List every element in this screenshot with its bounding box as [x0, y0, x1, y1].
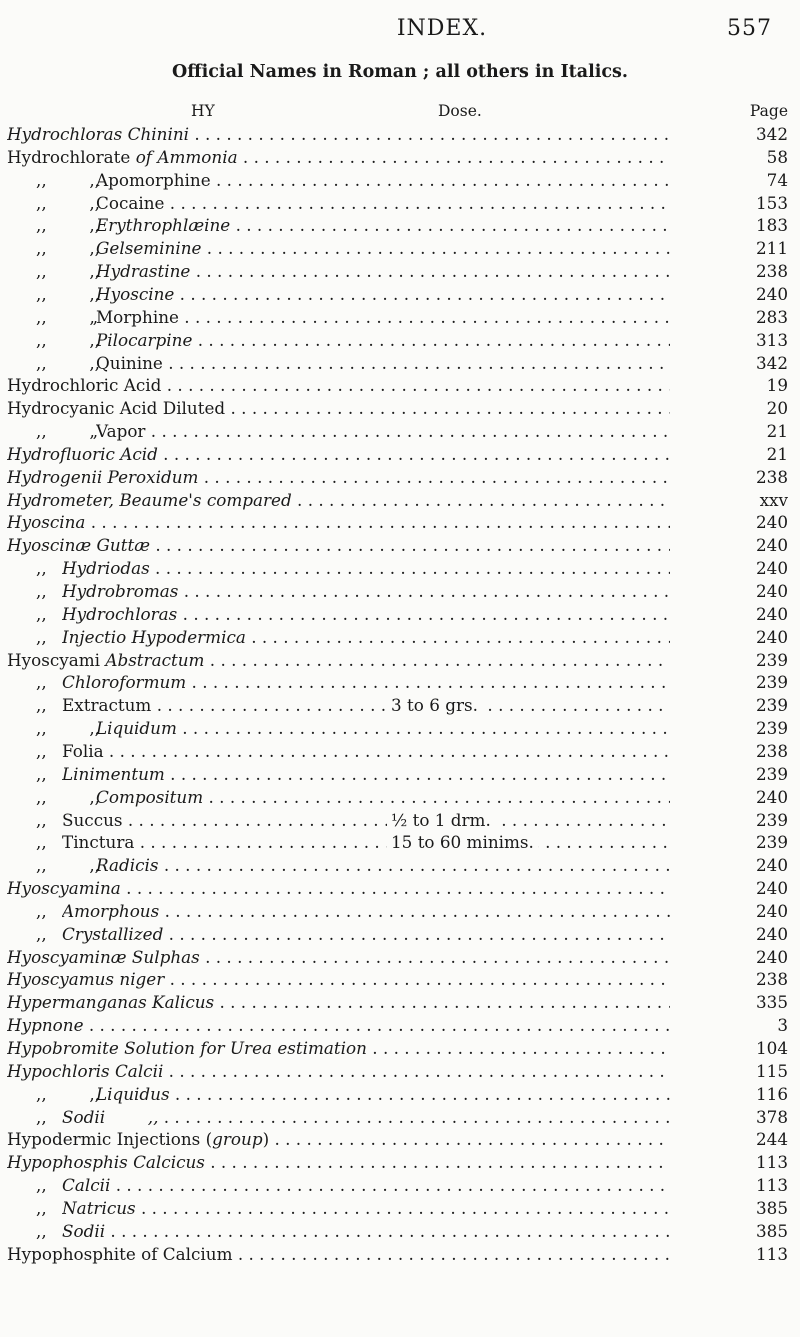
- running-head: [112, 16, 772, 46]
- ditto-marks: ,, ,,: [36, 329, 101, 350]
- ditto-marks: ,, „: [36, 306, 99, 327]
- index-entry: [0, 991, 800, 1013]
- entry-page-number: 240: [755, 283, 788, 304]
- entry-name-part: Extractum: [62, 695, 152, 716]
- index-entry: [0, 329, 800, 351]
- ditto-marks: ,,: [36, 672, 47, 693]
- entry-page-number: 153: [755, 192, 788, 213]
- entry-name-part: Hydrastine: [96, 261, 191, 282]
- entry-page-number: 385: [755, 1220, 788, 1241]
- entry-name: [7, 1151, 670, 1173]
- index-entry: [0, 466, 800, 488]
- index-entry: [0, 877, 800, 899]
- entry-name-part: Cocaine: [96, 192, 165, 213]
- entry-name: [7, 146, 670, 168]
- entry-name-part: Hydrometer, Beaume's compared: [7, 489, 292, 510]
- entry-name: [96, 214, 670, 236]
- index-subtitle: Official Names in Roman ; all others in Italics.: [172, 62, 628, 82]
- entry-name-part: Calcii: [62, 1175, 111, 1196]
- index-entry: [0, 1243, 800, 1265]
- entry-page-number: 58: [766, 146, 788, 167]
- entry-name: [7, 374, 670, 396]
- entry-page-number: 116: [755, 1083, 788, 1104]
- ditto-marks: ,,: [36, 1220, 47, 1241]
- index-entry: [0, 283, 800, 305]
- index-entry: [0, 306, 800, 328]
- entry-name: [62, 831, 670, 853]
- index-entry: [0, 1128, 800, 1150]
- index-entry: [0, 1037, 800, 1059]
- entry-page-number: 239: [755, 832, 788, 853]
- index-entry: [0, 740, 800, 762]
- entry-page-number: 239: [755, 763, 788, 784]
- entry-name-part: Hydriodas: [62, 558, 150, 579]
- entry-name-part: Natricus: [62, 1197, 136, 1218]
- index-entry: [0, 123, 800, 145]
- entry-name: [96, 717, 670, 739]
- entry-name: [62, 626, 670, 648]
- index-entry: [0, 1106, 800, 1128]
- entry-page-number: 113: [755, 1175, 788, 1196]
- entry-name-part: Tinctura: [62, 832, 135, 853]
- entry-page-number: 240: [755, 512, 788, 533]
- ditto-marks: ,,: [36, 603, 47, 624]
- entry-name: [7, 511, 670, 533]
- entry-name-part: Gelseminine: [96, 238, 202, 259]
- entry-name-part: group: [212, 1129, 263, 1150]
- entry-name-part: Radicis: [96, 855, 159, 876]
- ditto-marks: ,,: [36, 558, 47, 579]
- entry-page-number: 240: [755, 923, 788, 944]
- index-entry: [0, 169, 800, 191]
- entry-name-part: Liquidus: [96, 1083, 170, 1104]
- entry-name-part: Amorphous: [62, 900, 160, 921]
- entry-name: [96, 192, 670, 214]
- entry-page-number: 113: [755, 1243, 788, 1264]
- entry-name-part: of Ammonia: [135, 146, 238, 167]
- ditto-marks: ,, ,,: [36, 169, 101, 190]
- ditto-marks: ,,: [36, 1197, 47, 1218]
- entry-name-part: Linimentum: [62, 763, 165, 784]
- entry-page-number: 21: [766, 421, 788, 442]
- ditto-marks: ,, ,,: [36, 283, 101, 304]
- index-entry: [0, 214, 800, 236]
- entry-page-number: 238: [755, 261, 788, 282]
- entry-page-number: 240: [755, 878, 788, 899]
- entry-name: [7, 123, 670, 145]
- entry-name: [96, 420, 670, 442]
- index-entry: [0, 443, 800, 465]
- entry-name-part: Hyoscyami: [7, 649, 106, 670]
- entry-name: [96, 260, 670, 282]
- entry-name-part: Erythrophlæine: [96, 215, 231, 236]
- index-entry: [0, 854, 800, 876]
- entry-name-part: Hydrogenii Peroxidum: [7, 466, 199, 487]
- entry-page-number: 238: [755, 740, 788, 761]
- entry-name: [62, 1220, 670, 1242]
- entry-name-part: Folia: [62, 740, 104, 761]
- entry-name-part: Vapor: [96, 421, 146, 442]
- entry-page-number: 21: [766, 443, 788, 464]
- index-entry: [0, 603, 800, 625]
- index-entry: [0, 763, 800, 785]
- ditto-marks: ,,: [36, 1175, 47, 1196]
- index-entry: [0, 557, 800, 579]
- entry-name: [7, 1014, 670, 1036]
- ditto-marks: ,,: [36, 763, 47, 784]
- entry-page-number: 240: [755, 946, 788, 967]
- entry-page-number: 20: [766, 398, 788, 419]
- index-entry: [0, 1220, 800, 1242]
- index-entry: [0, 489, 800, 511]
- entry-name-part: Morphine: [96, 306, 179, 327]
- ditto-marks: ,,: [36, 809, 47, 830]
- entry-dose: 15 to 60 minims.: [387, 831, 538, 853]
- ditto-marks: ,,: [36, 695, 47, 716]
- entry-page-number: 313: [755, 329, 788, 350]
- entry-name: [62, 1174, 670, 1196]
- ditto-marks: ,, ,,: [36, 352, 101, 373]
- entry-name: [62, 694, 670, 716]
- entry-name: [7, 489, 670, 511]
- entry-page-number: 240: [755, 786, 788, 807]
- entry-name: [7, 649, 670, 671]
- entry-page-number: 342: [755, 352, 788, 373]
- entry-page-number: 240: [755, 581, 788, 601]
- ditto-marks: ,,: [36, 900, 47, 921]
- entry-page-number: 240: [755, 535, 788, 556]
- entry-name-part: Hypobromite Solution for Urea estimation: [7, 1038, 367, 1058]
- entry-page-number: 211: [755, 238, 788, 259]
- entry-page-number: 3: [777, 1015, 788, 1036]
- entry-name: [96, 237, 670, 259]
- entry-name-part: Hypophosphite of Calcium: [7, 1243, 233, 1264]
- entry-page-number: 19: [766, 375, 788, 396]
- index-entry: [0, 146, 800, 168]
- entry-page-number: 74: [766, 169, 788, 190]
- ditto-marks: ,,: [36, 581, 47, 601]
- entry-name-part: Abstractum: [105, 649, 205, 670]
- entry-page-number: 335: [755, 992, 788, 1013]
- section-letters: HY: [191, 102, 215, 120]
- entry-name: [7, 1037, 670, 1059]
- entry-name: [7, 946, 670, 968]
- ditto-marks: ,,: [36, 626, 47, 647]
- entry-dose: ½ to 1 drm.: [387, 809, 495, 831]
- entry-name: [7, 968, 670, 990]
- entry-name-part: Hyoscina: [7, 512, 86, 533]
- entry-name-part: Sodii: [62, 1220, 106, 1241]
- entry-page-number: 240: [755, 603, 788, 624]
- index-entry: [0, 831, 800, 853]
- entry-name: [62, 580, 670, 602]
- entry-name: [62, 923, 670, 945]
- ditto-marks: ,,: [36, 740, 47, 761]
- index-entry: [0, 946, 800, 968]
- entry-page-number: 238: [755, 466, 788, 487]
- entry-page-number: 239: [755, 718, 788, 739]
- index-entry: [0, 397, 800, 419]
- ditto-marks: ,, ,,: [36, 238, 101, 259]
- entry-name: [62, 809, 670, 831]
- index-entry: [0, 717, 800, 739]
- entry-name-part: Chloroformum: [62, 672, 187, 693]
- entry-name-part: Hypochloris Calcii: [7, 1060, 164, 1081]
- index-entry: [0, 374, 800, 396]
- entry-name-part: Hydrochloras: [62, 603, 178, 624]
- index-entry: [0, 968, 800, 990]
- index-entry: [0, 192, 800, 214]
- entry-page-number: 113: [755, 1152, 788, 1173]
- ditto-marks: ,,: [36, 1106, 47, 1127]
- entry-name-part: Hydrochloric Acid: [7, 375, 162, 396]
- index-entry: [0, 671, 800, 693]
- entry-name-part: Quinine: [96, 352, 163, 373]
- index-entry: [0, 626, 800, 648]
- entry-name: [7, 1243, 670, 1265]
- page-title: INDEX.: [396, 16, 488, 41]
- ditto-marks: ,,: [36, 923, 47, 944]
- entry-name-part: ): [262, 1129, 270, 1150]
- entry-page-number: 104: [755, 1038, 788, 1058]
- entry-name-part: Hypnone: [7, 1015, 84, 1036]
- entry-page-number: 183: [755, 215, 788, 236]
- index-entry: [0, 260, 800, 282]
- index-entry: [0, 352, 800, 374]
- index-entry: [0, 1151, 800, 1173]
- entry-name-part: Hyoscyamus niger: [7, 969, 165, 990]
- entry-page-number: 378: [755, 1106, 788, 1127]
- entry-name: [62, 557, 670, 579]
- entry-name-part: Apomorphine: [96, 169, 211, 190]
- entry-name-part: Hypophosphis Calcicus: [7, 1152, 205, 1173]
- entry-name-part: Succus: [62, 809, 123, 830]
- entry-name-part: Injectio Hypodermica: [62, 626, 246, 647]
- entry-name-part: Hypodermic Injections (: [7, 1129, 213, 1150]
- entry-name-part: Sodii ,,: [62, 1106, 159, 1127]
- ditto-marks: ,, ,,: [36, 786, 101, 807]
- entry-name: [62, 1106, 670, 1128]
- index-entry: [0, 1174, 800, 1196]
- page-column-header: Page: [749, 102, 788, 120]
- entry-name-part: Hydrocyanic Acid Diluted: [7, 398, 226, 419]
- entry-page-number: xxv: [759, 489, 788, 510]
- ditto-marks: ,, ,,: [36, 215, 101, 236]
- entry-page-number: 238: [755, 969, 788, 990]
- index-entry: [0, 1197, 800, 1219]
- ditto-marks: ,, ,,: [36, 855, 101, 876]
- entry-name: [96, 786, 670, 808]
- ditto-marks: ,, „: [36, 421, 99, 442]
- ditto-marks: ,, ,,: [36, 1083, 101, 1104]
- entry-name-part: Liquidum: [96, 718, 177, 739]
- index-entry: [0, 1014, 800, 1036]
- index-entry: [0, 809, 800, 831]
- entry-name: [62, 1197, 670, 1219]
- entry-name: [62, 671, 670, 693]
- ditto-marks: ,, ,,: [36, 192, 101, 213]
- entry-page-number: 239: [755, 695, 788, 716]
- entry-name: [7, 534, 670, 556]
- entry-name: [7, 466, 670, 488]
- entry-name-part: Crystallized: [62, 923, 164, 944]
- entry-name-part: Compositum: [96, 786, 204, 807]
- index-entry: [0, 923, 800, 945]
- entry-name: [62, 763, 670, 785]
- entry-name: [7, 877, 670, 899]
- entry-name: [96, 1083, 670, 1105]
- entry-name: [96, 306, 670, 328]
- entry-name: [7, 1128, 670, 1150]
- entry-name: [7, 1060, 670, 1082]
- index-entry: [0, 1060, 800, 1082]
- entry-name: [7, 443, 670, 465]
- index-entry: [0, 694, 800, 716]
- entry-name-part: Hyoscine: [96, 283, 175, 304]
- entry-name: [62, 740, 670, 762]
- index-entry: [0, 511, 800, 533]
- index-entry: [0, 534, 800, 556]
- entry-page-number: 342: [755, 124, 788, 144]
- entry-name: [96, 169, 670, 191]
- entry-page-number: 240: [755, 855, 788, 876]
- entry-name: [62, 900, 670, 922]
- entry-name: [7, 397, 670, 419]
- page-number: 557: [727, 16, 772, 41]
- ditto-marks: ,, ,,: [36, 718, 101, 739]
- entry-page-number: 240: [755, 626, 788, 647]
- ditto-marks: ,, ,,: [36, 261, 101, 282]
- column-headers: [0, 102, 800, 124]
- index-entry: [0, 237, 800, 259]
- entry-page-number: 239: [755, 809, 788, 830]
- entry-page-number: 239: [755, 649, 788, 670]
- entry-page-number: 244: [755, 1129, 788, 1150]
- entry-name-part: Pilocarpine: [96, 329, 193, 350]
- entry-page-number: 240: [755, 558, 788, 579]
- dose-column-header: Dose.: [438, 102, 482, 120]
- entry-page-number: 240: [755, 900, 788, 921]
- entry-page-number: 385: [755, 1197, 788, 1218]
- entry-dose: 3 to 6 grs.: [387, 694, 482, 716]
- index-entry: [0, 786, 800, 808]
- entry-name-part: Hydrochloras Chinini: [7, 124, 189, 144]
- entry-name: [96, 283, 670, 305]
- entry-page-number: 115: [755, 1060, 788, 1081]
- entry-name: [96, 329, 670, 351]
- index-entry: [0, 420, 800, 442]
- entry-name: [62, 603, 670, 625]
- entry-page-number: 283: [755, 306, 788, 327]
- ditto-marks: ,,: [36, 832, 47, 853]
- entry-name-part: Hydrochlorate: [7, 146, 136, 167]
- entry-name-part: Hyoscyamina: [7, 878, 121, 899]
- index-entry: [0, 580, 800, 602]
- entry-name-part: Hyoscyaminæ Sulphas: [7, 946, 200, 967]
- entry-name-part: Hypermanganas Kalicus: [7, 992, 215, 1013]
- index-entry: [0, 900, 800, 922]
- entry-name: [96, 854, 670, 876]
- entry-name-part: Hydrobromas: [62, 581, 179, 601]
- entry-name: [96, 352, 670, 374]
- entry-name: [7, 991, 670, 1013]
- entry-page-number: 239: [755, 672, 788, 693]
- entry-name-part: Hyoscinæ Guttæ: [7, 535, 150, 556]
- index-entry: [0, 649, 800, 671]
- index-entry: [0, 1083, 800, 1105]
- entry-name-part: Hydrofluoric Acid: [7, 443, 158, 464]
